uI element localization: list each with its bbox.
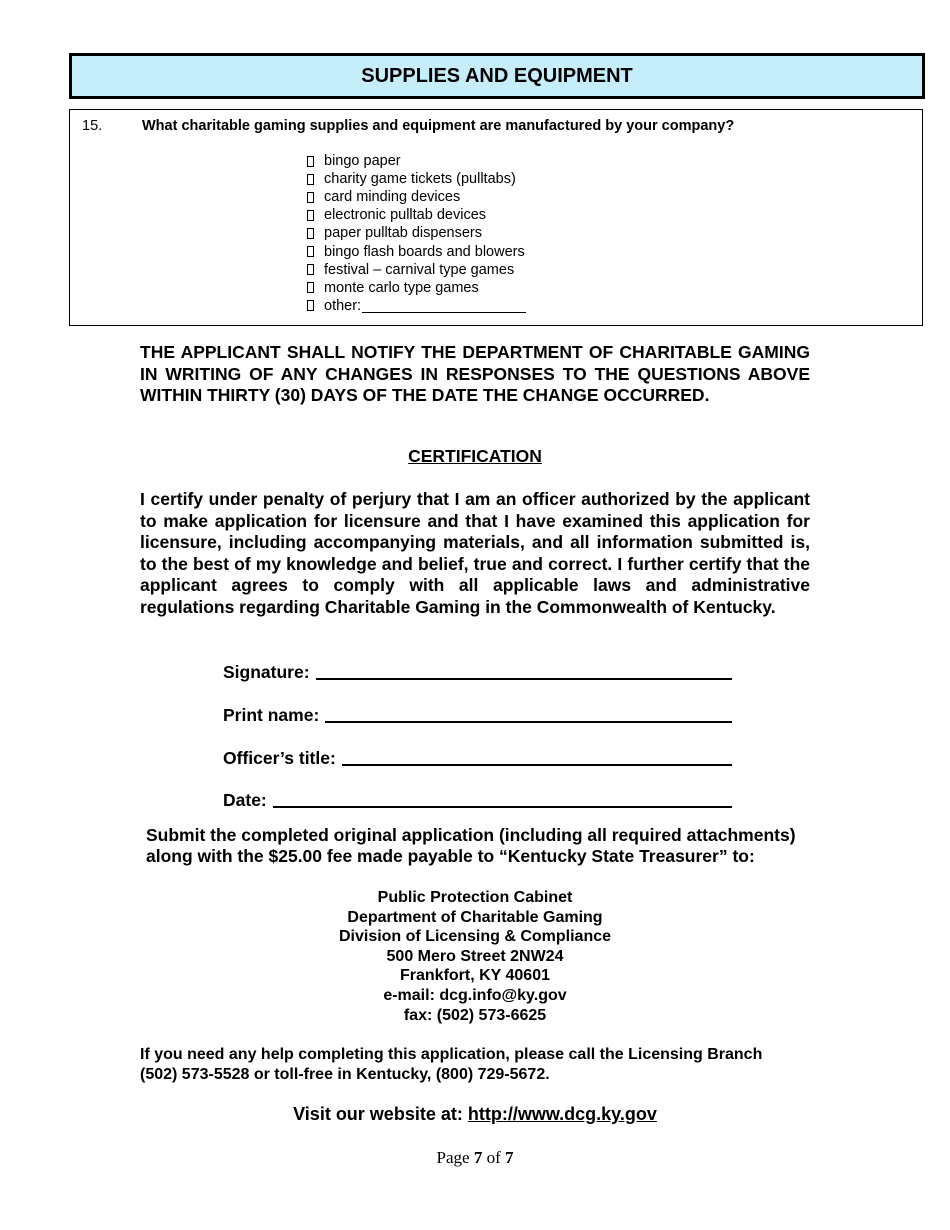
signature-line[interactable] (316, 678, 732, 680)
option-label: other: (324, 297, 362, 314)
address-email: e-mail: dcg.info@ky.gov (383, 986, 567, 1004)
print-name-label: Print name: (223, 705, 320, 725)
option-item (307, 224, 526, 242)
website-line (0, 1104, 950, 1125)
option-item (307, 297, 526, 315)
page-word: Page (436, 1148, 470, 1167)
option-label: monte carlo type games (324, 279, 479, 296)
checkbox-monte-carlo-games[interactable] (307, 282, 314, 293)
option-item (307, 279, 526, 297)
section-header (69, 53, 925, 99)
option-label: paper pulltab dispensers (324, 225, 482, 242)
checkbox-bingo-paper[interactable] (307, 156, 314, 167)
address-cabinet: Public Protection Cabinet (377, 889, 573, 906)
officer-title-label: Officer’s title: (223, 748, 336, 768)
address-department: Department of Charitable Gaming (347, 908, 603, 926)
option-label: bingo flash boards and blowers (324, 243, 525, 260)
signature-field (223, 659, 732, 683)
checkbox-charity-game-tickets[interactable] (307, 174, 314, 185)
checkbox-bingo-flash-boards[interactable] (307, 246, 314, 257)
option-label: bingo paper (324, 153, 401, 170)
print-name-field (223, 702, 732, 726)
date-line[interactable] (273, 806, 732, 808)
checkbox-festival-carnival-games[interactable] (307, 264, 314, 275)
help-line-1: If you need any help completing this application, please call the Licensing Branch (140, 1046, 763, 1063)
option-label: festival – carnival type games (324, 261, 515, 278)
option-item (307, 152, 526, 170)
option-item (307, 170, 526, 188)
page-number: 7 (473, 1148, 483, 1167)
submit-instructions (146, 825, 826, 867)
officer-title-field (223, 745, 732, 769)
options-list (307, 152, 526, 315)
option-item (307, 261, 526, 279)
page-footer (0, 1148, 950, 1168)
notice-paragraph: THE APPLICANT SHALL NOTIFY THE DEPARTMENT OF CHARITABLE GAMING IN WRITING OF ANY CHANGES IN RESPONSES TO THE QUESTIONS ABOVE WITHIN THIRTY (30) DAYS OF THE DATE THE CHANGE OCCURRED. (140, 342, 810, 405)
address-fax: fax: (502) 573-6625 (403, 1006, 547, 1024)
certification-paragraph: I certify under penalty of perjury that I am an officer authorized by the applicant to make application for licensure and that I have examined this application for licensure, including accompanying materials, and all information submitted is, to the best of my knowledge and belief, true and correct. I further certify that the applicant agrees to comply with all applicable laws and administrative regulations regarding Charitable Gaming in the Commonwealth of Kentucky. (140, 489, 810, 617)
checkbox-other[interactable] (307, 300, 314, 311)
option-label: card minding devices (324, 189, 461, 206)
checkbox-card-minding-devices[interactable] (307, 192, 314, 203)
help-text (140, 1045, 820, 1085)
website-label: Visit our website at: (293, 1104, 463, 1124)
address-street: 500 Mero Street 2NW24 (386, 947, 564, 965)
officer-title-line[interactable] (342, 764, 732, 766)
section-title: SUPPLIES AND EQUIPMENT (361, 64, 633, 87)
question-number: 15. (82, 118, 103, 134)
of-word: of (486, 1148, 501, 1167)
date-field (223, 787, 732, 811)
page-total: 7 (504, 1148, 514, 1167)
checkbox-electronic-pulltab-devices[interactable] (307, 210, 314, 221)
website-link[interactable]: http://www.dcg.ky.gov (467, 1104, 657, 1124)
option-label: charity game tickets (pulltabs) (324, 171, 516, 188)
signature-label: Signature: (223, 662, 310, 682)
option-item (307, 206, 526, 224)
certification-title: CERTIFICATION (408, 446, 542, 466)
question-box (69, 109, 923, 326)
question-text: What charitable gaming supplies and equipment are manufactured by your company? (142, 118, 735, 134)
mailing-address (0, 888, 950, 1025)
date-label: Date: (223, 790, 267, 810)
submit-line-2: along with the $25.00 fee made payable to “Kentucky State Treasurer” to: (146, 846, 755, 866)
option-label: electronic pulltab devices (324, 207, 487, 224)
address-division: Division of Licensing & Compliance (338, 928, 612, 946)
option-item (307, 188, 526, 206)
print-name-line[interactable] (325, 721, 732, 723)
option-item (307, 242, 526, 260)
submit-line-1: Submit the completed original application (including all required attachments) (146, 825, 796, 845)
help-line-2: (502) 573-5528 or toll-free in Kentucky, (800) 729-5672. (140, 1066, 550, 1083)
checkbox-paper-pulltab-dispensers[interactable] (307, 228, 314, 239)
other-input-line[interactable] (362, 298, 526, 313)
address-city: Frankfort, KY 40601 (400, 967, 550, 985)
